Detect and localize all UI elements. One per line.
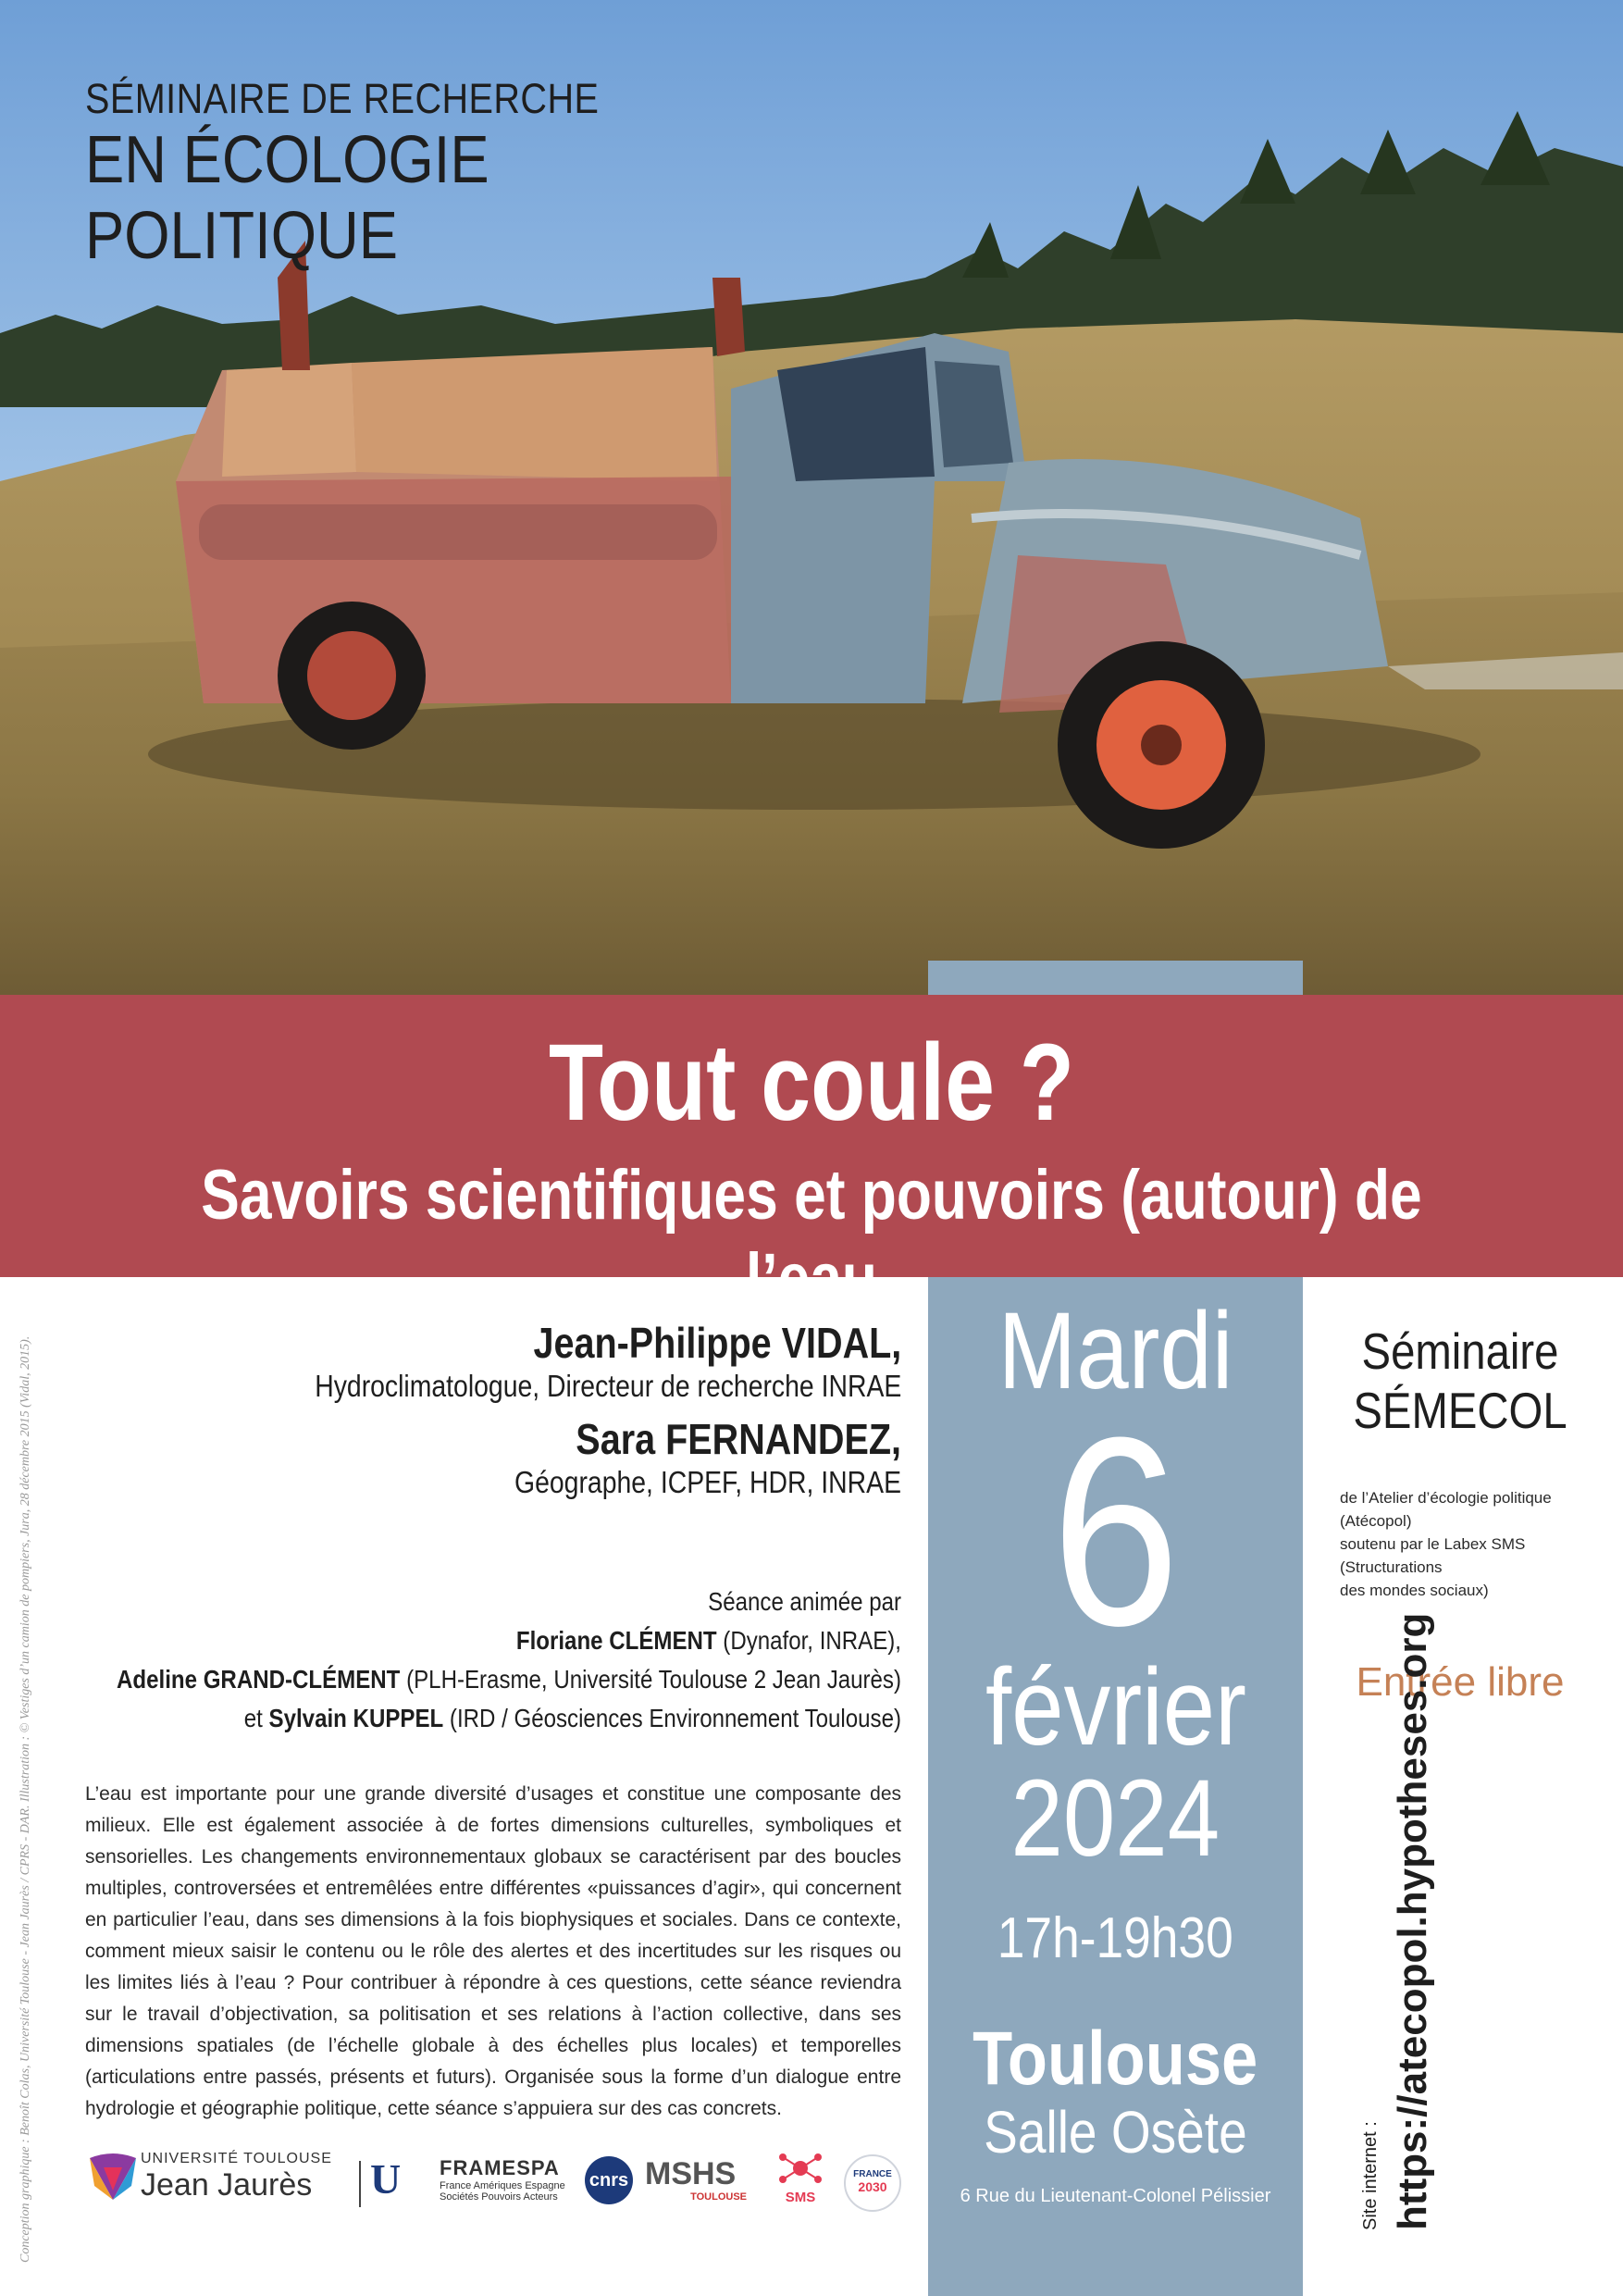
event-address: 6 Rue du Lieutenant-Colonel Pélissier: [960, 2186, 1271, 2206]
framespa-logo: FRAMESPA France Amériques Espagne Sociétés Pouvoirs Acteurs: [440, 2156, 578, 2203]
free-entry-label: Entrée libre: [1356, 1659, 1565, 1705]
date-month: février: [985, 1646, 1246, 1769]
ut-mark-logo: U: [370, 2155, 402, 2203]
seminar-description: de l’Atelier d’écologie politique (Atécopol) soutenu par le Labex SMS (Structurations des mondes sociaux): [1340, 1489, 1552, 1599]
moderator-affiliation: (PLH-Erasme, Université Toulouse 2 Jean Jaurès): [400, 1665, 901, 1694]
website-link[interactable]: https://atecopol.hypotheses.org: [1390, 1612, 1435, 2230]
date-weekday: Mardi: [997, 1290, 1233, 1412]
seminar-name: SÉMECOL: [1353, 1382, 1567, 1439]
moderator-name: Adeline GRAND-CLÉMENT: [117, 1665, 401, 1694]
event-subtitle: Savoirs scientifiques et pouvoirs (autour) de l’eau: [201, 1156, 1422, 1318]
moderator-affiliation: (IRD / Géosciences Environnement Toulouse): [443, 1704, 901, 1732]
abstract-text: L’eau est importante pour une grande diversité d’usages et constitue une composante des milieux. Elle est également associée à de fortes dimensions culturelles, symboliques et sensorielles. Les changements environnementaux globaux se caractérisent par des boucles multiples, controversées et entremêlées entre différentes «puissances d’agir», qui concernent en particulier l’eau, dans ses dimensions à la fois biophysiques et sociales. Dans ce contexte, comment mieux saisir le contenu ou le rôle des alertes et des incertitudes sur les risques ou les limites liés à l’eau ? Pour contribuer à répondre à ces questions, cette séance reviendra sur le travail d’objectivation, sa politisation et ses relations à l’action collective, dans ses dimensions spatiales (de l’échelle globale à des échelles plus locales) et temporelles (articulations entre passés, présents et futurs). Organisée sous la forme d’un dialogue entre hydrologie et géographie politique, cette séance s’appuiera sur des cas concrets.: [85, 1783, 901, 2119]
speaker-name: Sara FERNANDEZ,: [576, 1415, 901, 1463]
series-title-line1: EN ÉCOLOGIE: [85, 123, 489, 197]
mshs-name: MSHS: [645, 2156, 737, 2191]
moderator-name: Floriane CLÉMENT: [515, 1626, 717, 1655]
cnrs-logo: cnrs: [585, 2156, 633, 2204]
logo-divider: [359, 2161, 361, 2207]
mshs-logo: MSHS TOULOUSE: [645, 2156, 756, 2203]
moderator-3: et Sylvain KUPPEL (IRD / Géosciences Environnement Toulouse): [243, 1704, 901, 1732]
title-band: [0, 995, 1623, 1318]
date-year: 2024: [1010, 1757, 1220, 1880]
image-credits: Conception graphique : Benoît Colas, Université Toulouse - Jean Jaurès / CPRS - DAR. Illustration : © Vestiges d’un camion de pompiers, Jura, 28 décembre 2015 (Vidal, 2015).: [19, 1335, 32, 2263]
speaker-role: Hydroclimatologue, Directeur de recherche INRAE: [314, 1369, 901, 1403]
date-day: 6: [1051, 1382, 1180, 1682]
moderation-intro: Séance animée par: [708, 1587, 901, 1616]
seminar-label: Séminaire: [1361, 1322, 1559, 1380]
moderator-1: [117, 1621, 901, 1660]
series-kicker: SÉMINAIRE DE RECHERCHE: [85, 75, 600, 122]
series-title-line2: POLITIQUE: [85, 199, 399, 273]
event-title: Tout coule ?: [549, 1022, 1074, 1144]
ut2j-line1: UNIVERSITÉ TOULOUSE: [141, 2151, 332, 2166]
seminar-info: [1312, 1322, 1608, 1440]
moderator-2: [117, 1660, 901, 1699]
speaker-2: [452, 1414, 901, 1501]
ut2j-line2: Jean Jaurès: [141, 2167, 313, 2203]
moderation-block: [0, 1582, 901, 1738]
event-time: 17h-19h30: [997, 1906, 1233, 1970]
ut2j-logo: [85, 2145, 353, 2210]
event-room: Salle Osète: [984, 2099, 1247, 2166]
sms-network-icon: [777, 2152, 824, 2185]
framespa-name: FRAMESPA: [440, 2156, 560, 2179]
speaker-name: Jean-Philippe VIDAL,: [533, 1319, 901, 1367]
speaker-1: [219, 1318, 901, 1405]
moderator-affiliation: (Dynafor, INRAE),: [716, 1626, 901, 1655]
france2030-logo: FRANCE 2030: [844, 2154, 901, 2212]
speaker-role: Géographe, ICPEF, HDR, INRAE: [514, 1465, 901, 1499]
ut2j-mark-icon: [85, 2149, 141, 2206]
event-city: Toulouse: [973, 2017, 1258, 2101]
sms-logo: SMS: [768, 2152, 833, 2205]
website-label: Site internet :: [1360, 2121, 1381, 2230]
moderator-name: Sylvain KUPPEL: [268, 1704, 444, 1732]
series-heading: [85, 76, 669, 274]
